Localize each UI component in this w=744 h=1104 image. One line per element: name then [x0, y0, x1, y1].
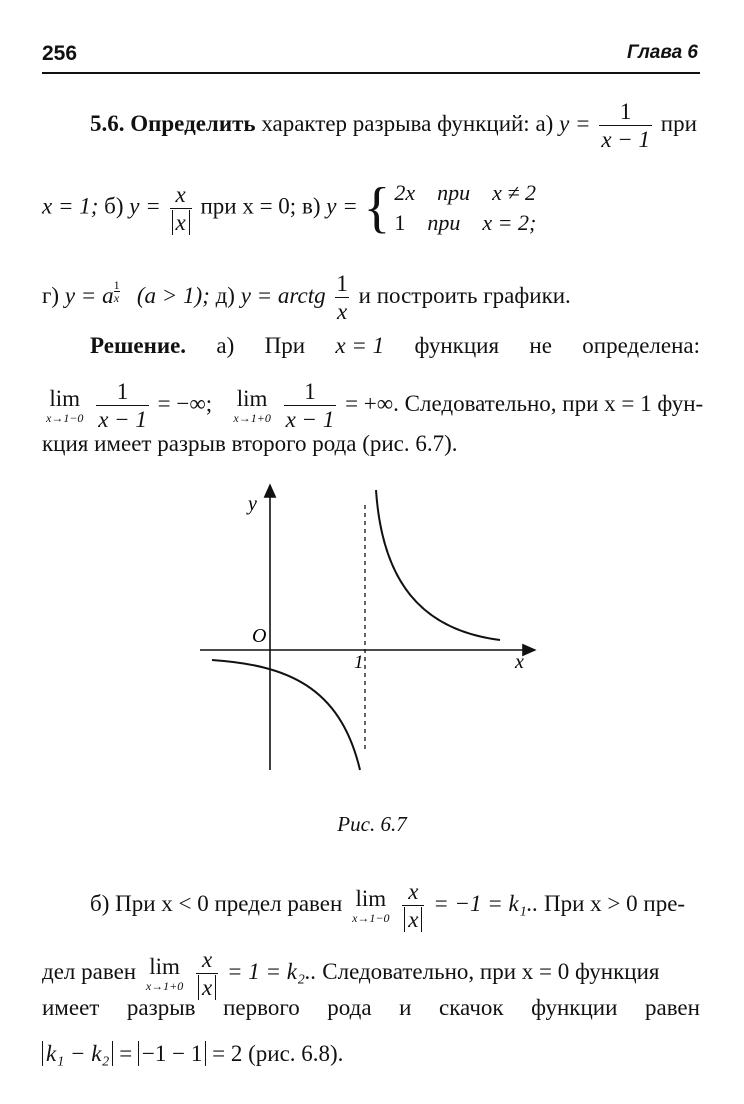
figure-6-7 — [190, 480, 550, 780]
solution-heading: Решение. — [90, 333, 187, 358]
part-b-fraction-1 — [402, 880, 424, 931]
d-label: д) — [215, 282, 235, 308]
part-b-line-1 — [90, 880, 700, 931]
problem-verb: Определить — [130, 110, 256, 136]
x-axis-label: x — [515, 651, 524, 673]
part-b-l2-tail: Следовательно, при x = 0 функция — [322, 958, 660, 984]
problem-number: 5.6. — [90, 110, 125, 136]
part-b-limit-1 — [352, 887, 389, 924]
part-b-l3-word: имеет — [42, 995, 100, 1020]
part-b-fraction-1-den-wrap — [402, 905, 424, 931]
part-b-line-2 — [42, 948, 700, 999]
part-b-limit-2-sub: x→1+0 — [145, 979, 184, 993]
part-b-limit-2 — [146, 955, 183, 992]
limit-1-den: x − 1 — [98, 407, 147, 432]
solution-line-3: кция имеет разрыв второго рода (рис. 6.7). — [42, 431, 458, 456]
part-b-l1-tail: При x > 0 пре- — [544, 890, 686, 916]
limit-2-fraction — [284, 380, 337, 431]
problem-line-1 — [90, 100, 700, 151]
part-b-limit-1-word: lim — [355, 886, 387, 911]
limit-1-num: 1 — [116, 379, 129, 404]
part-b-l3-word: и — [399, 995, 412, 1020]
a-denominator: x − 1 — [601, 127, 651, 152]
solution-word-2: При — [264, 333, 306, 358]
problem-ending: и построить графики. — [358, 282, 571, 308]
figure-caption: Рис. 6.7 — [337, 812, 407, 836]
v-case-1 — [394, 178, 536, 208]
solution-word-5: не — [529, 333, 552, 358]
v-lhs: y = — [326, 193, 358, 219]
part-b-l1-intro: б) При x < 0 предел равен — [90, 890, 343, 916]
part-b-limit-1-sub: x→1−0 — [352, 911, 390, 925]
solution-line-2-tail: Следовательно, при x = 1 фун- — [404, 390, 704, 416]
problem-line-3 — [42, 272, 700, 323]
header-rule — [42, 72, 700, 74]
limit-2-den: x − 1 — [285, 407, 335, 432]
tick-label-1: 1 — [354, 652, 364, 673]
limit-2 — [233, 387, 270, 424]
g-exp-num: 1 — [113, 277, 120, 292]
a-word-at: при — [660, 110, 697, 136]
v-case-1-word: при — [437, 180, 471, 205]
part-b-l2-intro: дел равен — [42, 958, 137, 984]
limit-2-num: 1 — [304, 379, 316, 404]
a-numerator: 1 — [619, 99, 632, 124]
part-b-l3-word: равен — [644, 995, 700, 1020]
part-b-l2-value: = 1 = k₂.. — [227, 958, 317, 984]
part-b-l4-expr-1: k₁ − k₂ — [42, 1041, 113, 1066]
v-case-2-cond: x = 2; — [482, 210, 537, 235]
solution-line-2 — [42, 379, 704, 432]
part-b-fraction-2 — [196, 948, 218, 999]
left-branch-curve — [212, 660, 360, 770]
limit-1-sub: x→1−0 — [46, 411, 84, 425]
part-b-l4-expr-2: −1 − 1 — [138, 1041, 206, 1066]
g-exp-den: x — [113, 290, 120, 305]
v-case-2-expr: 1 — [394, 210, 406, 235]
solution-word-6: определена: — [582, 333, 700, 358]
limit-1-value: = −∞; — [157, 390, 213, 416]
solution-word-4: функция — [414, 333, 500, 358]
v-case-2-word: при — [427, 210, 461, 235]
v-brace: { — [363, 177, 391, 239]
g-lhs: y = a — [64, 282, 114, 308]
b-fraction — [170, 183, 192, 234]
part-b-fraction-2-den: x — [198, 975, 216, 1000]
b-lhs: y = — [129, 193, 161, 219]
part-b-l3-word: разрыв — [126, 995, 196, 1020]
v-case-1-expr: 2x — [394, 180, 416, 205]
limit-2-word: lim — [236, 386, 268, 411]
part-b-l4-tail: = 2 (рис. 6.8). — [212, 1041, 344, 1066]
b-numerator: x — [175, 181, 186, 207]
a-point: x = 1; — [42, 193, 99, 219]
limit-1-fraction — [96, 380, 149, 431]
part-b-line-3 — [42, 994, 700, 1022]
v-case-2 — [394, 208, 536, 238]
part-b-l3-word: скачок — [439, 995, 504, 1020]
v-label: в) — [301, 193, 321, 219]
page-number: 256 — [42, 42, 78, 65]
part-b-fraction-1-num: x — [408, 879, 419, 904]
v-case-1-cond: x ≠ 2 — [492, 180, 536, 205]
b-label: б) — [104, 193, 124, 219]
part-b-limit-2-word: lim — [149, 954, 180, 979]
solution-word-3: x = 1 — [335, 333, 385, 358]
d-denominator: x — [337, 299, 348, 324]
chapter-title: Глава 6 — [627, 42, 698, 63]
g-exponent — [114, 279, 120, 304]
solution-word-1: а) — [216, 333, 235, 358]
b-at: при x = 0; — [200, 193, 297, 219]
limit-2-value: = +∞. — [345, 390, 399, 416]
a-function-lhs: y = — [559, 110, 591, 136]
a-fraction — [599, 100, 652, 151]
g-label: г) — [42, 282, 60, 308]
b-denominator — [170, 208, 192, 234]
solution-line-1 — [90, 332, 700, 360]
part-b-line-4 — [42, 1040, 700, 1068]
origin-label: O — [252, 625, 267, 647]
d-numerator: 1 — [336, 271, 348, 296]
limit-1-word: lim — [49, 386, 81, 411]
y-axis-label: y — [248, 493, 257, 515]
problem-line-2 — [42, 178, 700, 238]
part-b-l3-word: первого — [223, 995, 300, 1020]
part-b-l3-word: функции — [531, 995, 618, 1020]
part-b-l1-value: = −1 = k₁.. — [433, 890, 539, 916]
limit-2-sub: x→1+0 — [233, 411, 271, 425]
part-b-fraction-2-num: x — [202, 947, 213, 972]
b-denominator-abs: x — [172, 210, 190, 235]
part-b-l4-equals: = — [119, 1041, 133, 1066]
v-system — [363, 178, 536, 238]
limit-1 — [46, 387, 83, 424]
part-b-fraction-1-den: x — [404, 907, 422, 932]
right-branch-curve — [376, 490, 500, 640]
d-lhs: y = arctg — [240, 282, 326, 308]
d-fraction — [334, 272, 350, 323]
g-condition: (a > 1); — [136, 282, 210, 308]
part-b-l3-word: рода — [327, 995, 372, 1020]
problem-intro: характер разрыва функций: а) — [261, 110, 554, 136]
